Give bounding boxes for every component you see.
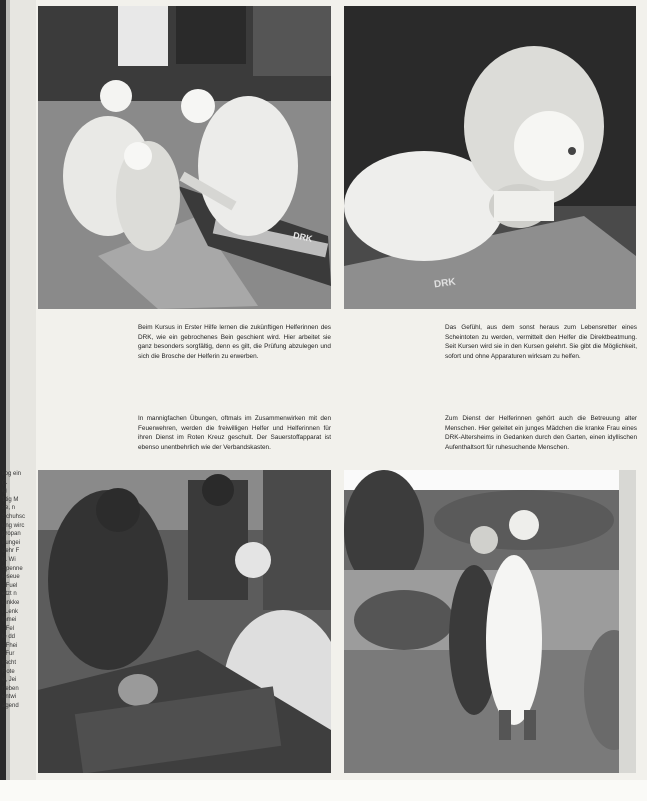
gutter-text-line: dehr F	[2, 548, 20, 555]
photo-mouth-to-mouth-resuscitation	[344, 6, 636, 309]
gutter-text-line: : Fur	[2, 651, 15, 658]
stretcher-mark-label: DRK	[292, 230, 314, 244]
gutter-text-line: entwi	[2, 694, 17, 701]
gutter-text-line: etzt n	[2, 591, 17, 598]
gutter-text-line: Schuhsc	[2, 513, 26, 520]
gutter-text-line: · Fel	[2, 625, 14, 632]
photo-oxygen-apparatus-exercise	[38, 470, 331, 773]
blanket-mark-label: DRK	[433, 276, 457, 291]
gutter-text-line: se, n	[2, 505, 16, 512]
gutter-text-line: · Fuel	[2, 582, 18, 589]
gutter-text-line: ilacht	[2, 660, 17, 667]
gutter-text-line: · Fhei	[2, 642, 18, 649]
caption-resuscitation: Das Gefühl, aus dem sonst heraus zum Lebensretter eines Scheintoten zu werden, vermittelt den Helfer die Direktbeatmung. Seit Kursen wird sie in den Kursen gelehrt. Sie gibt die Möglichkeit, sofort und ohne Apparaturen wirksam zu helfen.	[445, 324, 637, 360]
photo-first-aid-splint	[38, 6, 331, 309]
gutter-text-line: propan	[2, 531, 21, 538]
gutter-text-line: le dd	[2, 634, 16, 641]
gutter-text-line: ihmei	[2, 617, 17, 624]
gutter-text-line: n. Wi	[2, 556, 16, 563]
gutter-text-line: ilog ein	[2, 471, 22, 477]
page-bottom-margin	[0, 780, 647, 801]
caption-elderly-care: Zum Dienst der Helferinnen gehört auch die Betreuung alter Menschen. Hier geleitet ein junges Mädchen die kranke Frau eines DRK-Altersheims in Gedanken durch den Garten, einen idyllischen Aufenthaltsort für ruhesuchende Menschen.	[445, 415, 637, 451]
gutter-text-line: ung wirc	[2, 522, 25, 529]
gutter-text-line: 1tig M	[2, 496, 19, 503]
photo-elderly-care-garden	[344, 470, 636, 773]
gutter-text-line: Spenne	[2, 565, 23, 572]
gutter-text-line: (1	[2, 479, 8, 486]
gutter-text-line: Rote	[2, 668, 15, 675]
gutter-text-line: iunkke	[2, 599, 20, 606]
caption-first-aid-splint: Beim Kursus in Erster Hilfe lernen die zukünftigen Helferinnen des DRK, wie ein gebrochenes Bein geschient wird. Hier arbeitet sie ganz besonders sorgfältig, denn es gilt, die Prüfung abzulegen und sich die Brosche der Helferin zu erwerben.	[138, 324, 331, 360]
gutter-text-line: irungei	[2, 539, 21, 546]
gutter-text-line: e, Jei	[2, 677, 17, 684]
gutter-text-line: ieseue	[2, 574, 20, 581]
gutter-text-line: i Lenk	[2, 608, 19, 615]
caption-oxygen-training: In mannigfachen Übungen, oftmals im Zusammenwirken mit den Feuerwehren, werden die freiwilligen Helfer und Helferinnen für ihren Dienst im Roten Kreuz geschult. Der Sauerstoffapparat ist ebenso unentbehrlich wie der Verbandskasten.	[138, 415, 331, 451]
gutter-text-column	[2, 470, 36, 711]
gutter-text-line: rieben	[2, 685, 19, 692]
gutter-text-line: agend	[2, 703, 19, 710]
gutter-text-line: ig	[2, 488, 7, 495]
